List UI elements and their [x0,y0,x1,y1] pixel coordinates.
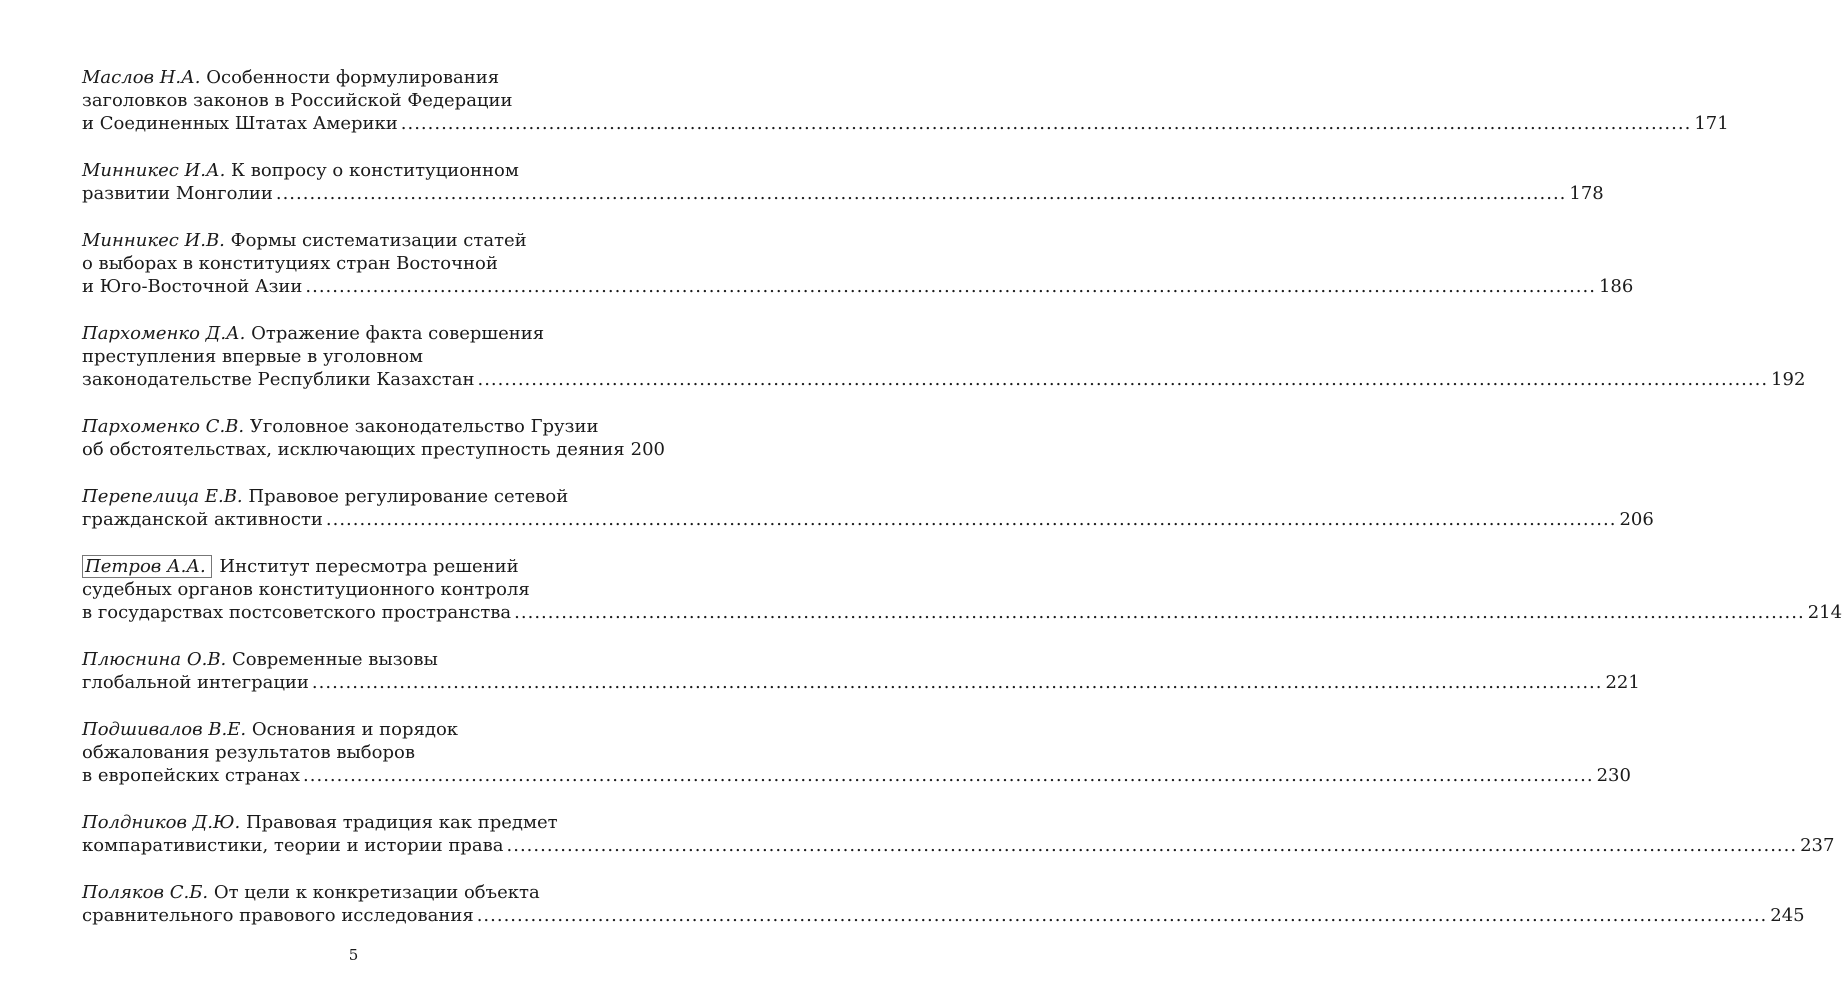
entry-author: Подшивалов В.Е. [82,719,247,740]
entry-page-number: 178 [1569,183,1604,204]
entry-title-line: Правовая традиция как предмет [245,812,558,833]
entry-author: Полдников Д.Ю. [82,812,241,833]
entry-title-line: о выборах в конституциях стран Восточной [82,253,498,274]
entry-author-highlighted[interactable]: Петров А.А. [82,555,212,578]
entry-page-number: 214 [1807,602,1842,623]
entry-title-line: Отражение факта совершения [251,323,545,344]
entry-title-line: От цели к конкретизации объекта [213,882,540,903]
entry-page-number: 192 [1771,369,1806,390]
toc-entry[interactable] [82,229,1634,298]
toc-entry[interactable] [82,648,1640,694]
dot-leader [514,601,1805,624]
entry-author: Минникес И.В. [82,230,225,251]
dot-leader [303,764,1594,787]
toc-entry[interactable] [82,66,1729,135]
dot-leader [507,834,1798,857]
dot-leader [401,112,1692,135]
entry-title-line: Современные вызовы [232,649,438,670]
dot-leader [312,671,1603,694]
entry-title-line: сравнительного правового исследования [82,905,474,926]
toc-entry[interactable] [82,811,1835,857]
entry-title-line: заголовков законов в Российской Федерации [82,90,513,111]
dot-leader [276,182,1567,205]
toc-entry[interactable] [82,555,1842,624]
entry-page-number: 186 [1598,276,1634,297]
entry-author: Перепелица Е.В. [82,486,243,507]
entry-title-line: Основания и порядок [251,719,459,740]
toc-entry[interactable] [82,485,1654,531]
dot-leader [326,508,1617,531]
entry-title-line: обжалования результатов выборов [82,742,415,763]
entry-page-number: 230 [1596,765,1631,786]
toc-entry[interactable] [82,881,1805,927]
entry-title-line: Особенности формулирования [206,67,500,88]
entry-author: Минникес И.А. [82,160,226,181]
entry-page-number: 171 [1694,113,1729,134]
entry-title-line: компаративистики, теории и истории права [82,835,504,856]
entry-author: Пархоменко С.В. [82,416,245,437]
entry-title-line: Институт пересмотра решений [219,556,519,577]
dot-leader [305,275,1596,298]
entry-title-line: Уголовное законодательство Грузии [249,416,599,437]
entry-title-line: судебных органов конституционного контроля [82,579,530,600]
entry-title-line: преступления впервые в уголовном [82,346,424,367]
entry-title-line: законодательстве Республики Казахстан [82,369,475,390]
entry-page-number: 206 [1619,509,1654,530]
entry-title-line: и Юго-Восточной Азии [82,276,303,297]
table-of-contents [82,66,1842,951]
entry-author: Маслов Н.А. [82,67,201,88]
entry-title-line: и Соединенных Штатах Америки [82,113,398,134]
entry-page-number: 200 [630,439,665,460]
entry-title-line: в европейских странах [82,765,301,786]
toc-entry[interactable] [82,159,1604,205]
entry-title-line: в государствах постсоветского пространства [82,602,512,623]
entry-page-number: 221 [1605,672,1640,693]
entry-author: Пархоменко Д.А. [82,323,246,344]
entry-title-line: Правовое регулирование сетевой [248,486,569,507]
entry-title-line: развитии Монголии [82,183,273,204]
entry-title-line: об обстоятельствах, исключающих преступность деяния [82,439,625,460]
toc-entry[interactable] [82,415,665,461]
entry-author: Поляков С.Б. [82,882,209,903]
entry-page-number: 245 [1770,905,1805,926]
entry-author: Плюснина О.В. [82,649,227,670]
entry-title-line: гражданской активности [82,509,323,530]
toc-entry[interactable] [82,322,1806,391]
dot-leader [477,904,1768,927]
page-number: 5 [348,946,359,964]
dot-leader [477,368,1768,391]
entry-title-line: Формы систематизации статей [230,230,527,251]
entry-title-line: К вопросу о конституционном [231,160,519,181]
toc-entry[interactable] [82,718,1631,787]
entry-page-number: 237 [1800,835,1835,856]
entry-title-line: глобальной интеграции [82,672,309,693]
